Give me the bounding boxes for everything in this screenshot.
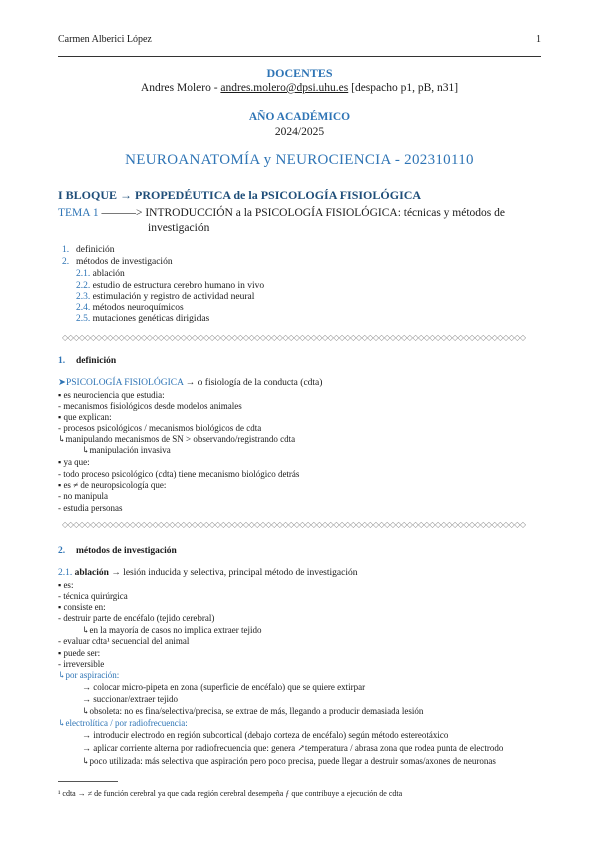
toc-item-text: estudio de estructura cerebro humano in vivo — [92, 281, 265, 291]
s2-line: - técnica quirúrgica — [58, 591, 128, 601]
toc-item-number: 1. — [62, 245, 70, 255]
section-1-heading — [58, 355, 117, 367]
pf-rest: o fisiología de la conducta (cdta) — [197, 378, 323, 388]
block-label: I BLOQUE — [58, 188, 118, 202]
s1-line: ▪ ya que: — [58, 457, 90, 467]
academic-year-value: 2024/2025 — [274, 126, 325, 138]
toc-item-text: ablación — [92, 269, 125, 279]
author-name: Carmen Alberici López — [58, 34, 152, 45]
section-2-heading — [58, 545, 177, 557]
tema-arrow: ———> — [98, 207, 146, 219]
toc-item[interactable] — [62, 244, 115, 256]
s2-line: - irreversible — [58, 659, 105, 669]
block-heading — [58, 188, 421, 202]
section-title: métodos de investigación — [76, 546, 177, 556]
tema-label: TEMA 1 — [58, 207, 99, 219]
teacher-name: Andres Molero - — [140, 82, 221, 94]
toc-item-number: 2. — [62, 257, 70, 267]
toc-item-text: métodos neuroquímicos — [92, 303, 184, 313]
office-info: [despacho p1, pB, n31] — [348, 82, 459, 94]
toc-item[interactable] — [62, 256, 173, 268]
s2-line: ▪ puede ser: — [58, 648, 101, 658]
subsection-rest: → lesión inducida y selectiva, principal método de investigación — [108, 568, 358, 578]
subsection-number: 2.1. — [58, 568, 73, 578]
tema-title-rest: : técnicas y métodos de — [397, 207, 505, 219]
toc-item-number: 2.4. — [76, 303, 91, 313]
toc-item-text: métodos de investigación — [76, 257, 173, 267]
course-title: NEUROANATOMÍA y NEUROCIENCIA - 202310110 — [125, 152, 474, 168]
toc-item-number: 2.1. — [76, 269, 91, 279]
subsection-title: ablación — [74, 568, 109, 578]
s1-line: - procesos psicológicos / mecanismos biológicos de cdta — [58, 423, 262, 433]
pf-definition — [58, 377, 322, 389]
footnote: ¹ cdta → ≠ de función cerebral ya que cada región cerebral desempeña ƒ que contribuye a ejecución de cdta — [58, 789, 403, 798]
s1-line: ↳manipulando mecanismos de SN > observando/registrando cdta — [58, 434, 296, 444]
toc-item-text: definición — [76, 245, 115, 255]
toc-item-number: 2.3. — [76, 292, 91, 302]
toc-item[interactable] — [76, 268, 125, 280]
docentes-line — [58, 82, 541, 94]
docentes-heading: DOCENTES — [266, 66, 333, 80]
tema-title-bold: INTRODUCCIÓN a la PSICOLOGÍA FISIOLÓGICA — [145, 207, 398, 219]
tema-heading — [58, 206, 505, 220]
pf-label: ➤PSICOLOGÍA FISIOLÓGICA — [58, 378, 184, 388]
s2-line: ↳en la mayoría de casos no implica extraer tejido — [82, 625, 262, 635]
electrolytic-line: → aplicar corriente alterna por radiofrecuencia que: genera ↗temperatura / abrasa zona que rodea punta de electrodo — [82, 743, 504, 753]
s2-line: - destruir parte de encéfalo (tejido cerebral) — [58, 613, 215, 623]
s1-line: - estudia personas — [58, 503, 123, 513]
academic-year-heading: AÑO ACADÉMICO — [248, 111, 351, 123]
s1-line: ▪ que explican: — [58, 412, 112, 422]
subsection-2-1-heading — [58, 567, 357, 579]
arrow: → — [183, 378, 198, 388]
aspiration-line: → succionar/extraer tejido — [82, 694, 178, 704]
footnote-divider — [58, 781, 118, 782]
section-separator: ◇◇◇◇◇◇◇◇◇◇◇◇◇◇◇◇◇◇◇◇◇◇◇◇◇◇◇◇◇◇◇◇◇◇◇◇◇◇◇◇◇◇◇◇◇◇◇◇◇◇◇◇◇◇◇◇◇◇◇◇◇◇◇◇◇◇◇◇◇◇◇◇◇◇◇◇◇◇◇◇◇◇ — [62, 333, 526, 342]
electrolytic-line: ↳poco utilizada: más selectiva que aspiración pero poco precisa, puede llegar a destruir somas/axones de neuronas — [82, 756, 496, 766]
s2-line: ▪ consiste en: — [58, 602, 106, 612]
aspiration-line: ↳obsoleta: no es fina/selectiva/precisa, se extrae de más, llegando a producir demasiada lesión — [82, 706, 424, 716]
toc-item-number: 2.5. — [76, 314, 91, 324]
toc-item-text: mutaciones genéticas dirigidas — [92, 314, 210, 324]
block-title: PROPEDÉUTICA de la PSICOLOGÍA FISIOLÓGICA — [135, 188, 422, 202]
aspiration-label: ↳por aspiración: — [58, 670, 120, 680]
section-title: definición — [76, 356, 117, 366]
aspiration-line: → colocar micro-pipeta en zona (superficie de encéfalo) que se quiere extirpar — [82, 682, 366, 692]
section-separator: ◇◇◇◇◇◇◇◇◇◇◇◇◇◇◇◇◇◇◇◇◇◇◇◇◇◇◇◇◇◇◇◇◇◇◇◇◇◇◇◇◇◇◇◇◇◇◇◇◇◇◇◇◇◇◇◇◇◇◇◇◇◇◇◇◇◇◇◇◇◇◇◇◇◇◇◇◇◇◇◇◇◇ — [62, 520, 526, 529]
running-header — [58, 34, 541, 48]
block-arrow: → — [117, 188, 136, 202]
header-divider — [58, 56, 541, 57]
s1-line: - no manipula — [58, 491, 108, 501]
toc-item-number: 2.2. — [76, 281, 91, 291]
teacher-email-link[interactable]: andres.molero@dpsi.uhu.es — [220, 82, 349, 94]
s2-line: - evaluar cdta¹ secuencial del animal — [58, 636, 190, 646]
s2-line: ▪ es: — [58, 580, 74, 590]
toc-item[interactable] — [76, 313, 209, 325]
toc-item-text: estimulación y registro de actividad neural — [92, 292, 255, 302]
s1-line: ▪ es ≠ de neuropsicología que: — [58, 480, 167, 490]
s1-line: - mecanismos fisiológicos desde modelos animales — [58, 401, 242, 411]
tema-title-line2: investigación — [148, 222, 210, 234]
page-number: 1 — [536, 34, 541, 45]
s1-line: ↳manipulación invasiva — [82, 445, 171, 455]
s1-line: - todo proceso psicológico (cdta) tiene mecanismo biológico detrás — [58, 469, 300, 479]
s1-line: ▪ es neurociencia que estudia: — [58, 390, 165, 400]
electrolytic-line: → introducir electrodo en región subcortical (debajo corteza de encéfalo) según método estereotáxico — [82, 730, 449, 740]
electrolytic-label: ↳electrolítica / por radiofrecuencia: — [58, 718, 188, 728]
section-number: 2. — [58, 546, 66, 556]
section-number: 1. — [58, 356, 66, 366]
